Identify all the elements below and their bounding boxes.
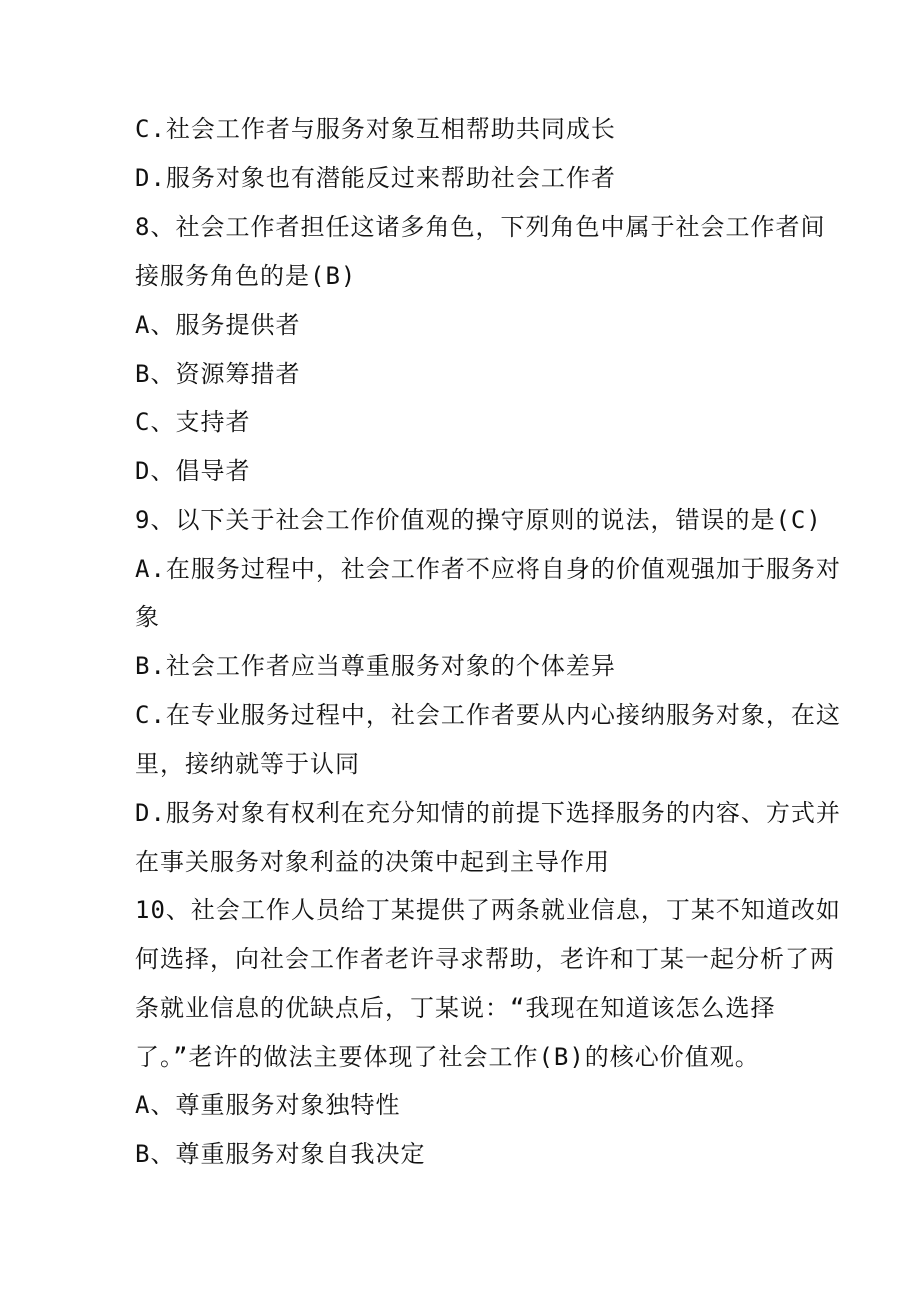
option-10b: B、尊重服务对象自我决定 [135,1140,426,1168]
option-9c-line-1: C.在专业服务过程中，社会工作者要从内心接纳服务对象，在这 [135,701,841,729]
option-8b: B、资源筹措者 [135,360,301,388]
option-10a: A、尊重服务对象独特性 [135,1091,401,1119]
option-8a: A、服务提供者 [135,311,301,339]
option-9c-line-2: 里，接纳就等于认同 [135,750,360,778]
option-9d-line-1: D.服务对象有权利在充分知情的前提下选择服务的内容、方式并 [135,799,841,827]
question-10-line-2: 何选择，向社会工作者老许寻求帮助，老许和丁某一起分析了两 [135,945,835,973]
option-9a-line-2: 象 [135,603,160,631]
option-8c: C、支持者 [135,408,251,436]
option-9b: B.社会工作者应当尊重服务对象的个体差异 [135,652,616,680]
option-7c: C.社会工作者与服务对象互相帮助共同成长 [135,115,616,143]
option-9a-line-1: A.在服务过程中，社会工作者不应将自身的价值观强加于服务对 [135,555,841,583]
option-8d: D、倡导者 [135,457,251,485]
question-9: 9、以下关于社会工作价值观的操守原则的说法，错误的是(C) [135,506,822,534]
question-10-line-1: 10、社会工作人员给丁某提供了两条就业信息，丁某不知道改如 [135,896,841,924]
question-10-line-4: 了。”老许的做法主要体现了社会工作(B)的核心价值观。 [135,1043,760,1071]
question-8-line-2: 接服务角色的是(B) [135,262,357,290]
question-10-line-3: 条就业信息的优缺点后，丁某说：“我现在知道该怎么选择 [135,994,776,1022]
question-8-line-1: 8、社会工作者担任这诸多角色，下列角色中属于社会工作者间 [135,213,826,241]
option-9d-line-2: 在事关服务对象利益的决策中起到主导作用 [135,848,610,876]
option-7d: D.服务对象也有潜能反过来帮助社会工作者 [135,164,616,192]
